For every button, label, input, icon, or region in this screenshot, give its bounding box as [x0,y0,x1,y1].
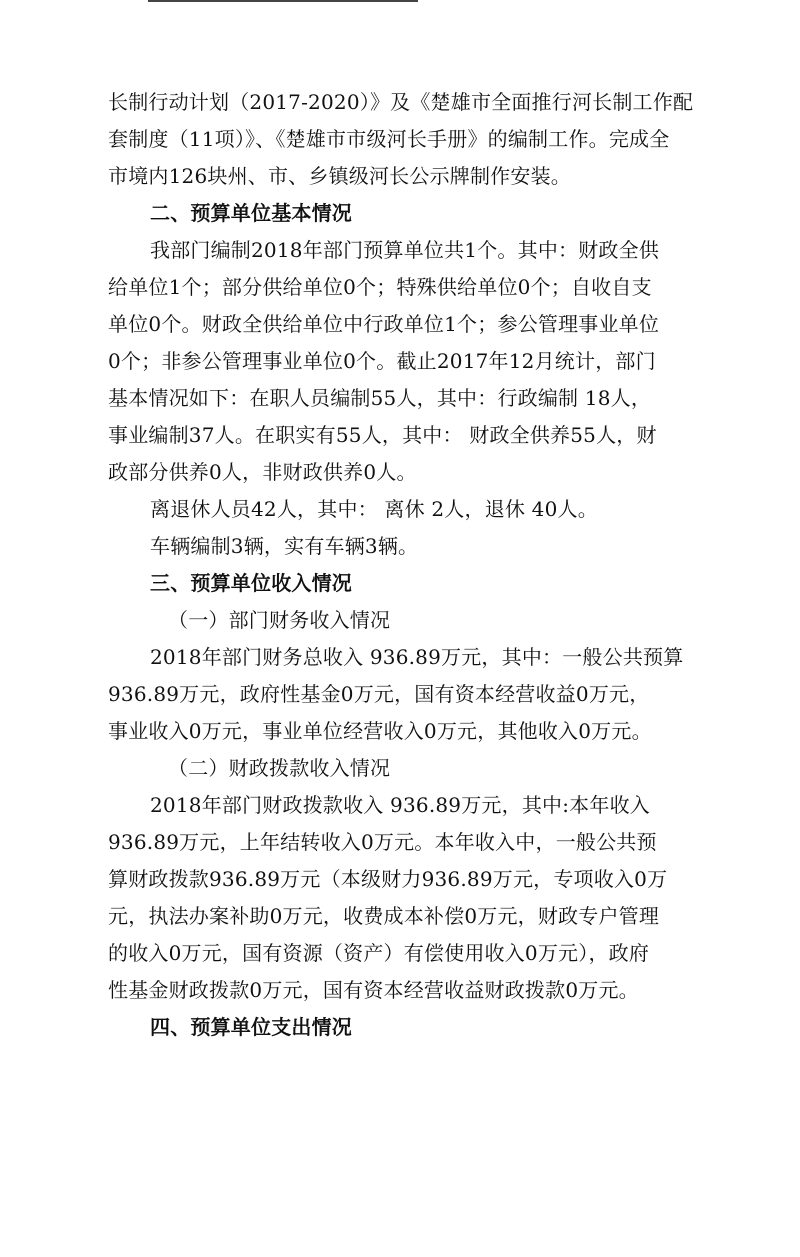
paragraph-line: 单位0个。财政全供给单位中行政单位1个；参公管理事业单位 [108,312,660,336]
paragraph-line: 元，执法办案补助0万元，收费成本补偿0万元，财政专户管理 [108,904,660,928]
paragraph-line: 0个；非参公管理事业单位0个。截止2017年12月统计，部门 [108,349,656,373]
paragraph-line: 套制度（11项）》、《楚雄市市级河长手册》的编制工作。完成全 [108,127,670,151]
paragraph-line: 936.89万元，政府性基金0万元，国有资本经营收益0万元， [108,682,650,706]
subsection-heading-1: （一）部门财务收入情况 [168,608,391,632]
paragraph-line: 事业收入0万元，事业单位经营收入0万元，其他收入0万元。 [108,719,652,743]
paragraph-line: 2018年部门财务总收入 936.89万元，其中：一般公共预算 [150,645,684,669]
paragraph-line: 936.89万元，上年结转收入0万元。本年收入中，一般公共预 [108,830,657,854]
paragraph-line: 性基金财政拨款0万元，国有资本经营收益财政拨款0万元。 [108,978,639,1002]
paragraph-line: 离退休人员42人，其中： 离休 2人，退休 40人。 [150,497,598,521]
paragraph-line: 给单位1个；部分供给单位0个；特殊供给单位0个；自收自支 [108,275,652,299]
paragraph-line: 的收入0万元，国有资源（资产）有偿使用收入0万元），政府 [108,941,650,965]
paragraph-line: 市境内126块州、市、乡镇级河长公示牌制作安装。 [108,164,571,188]
paragraph-line: 长制行动计划（2017-2020）》及《楚雄市全面推行河长制工作配 [108,90,694,114]
paragraph-line: 算财政拨款936.89万元（本级财力936.89万元，专项收入0万 [108,867,668,891]
paragraph-line: 车辆编制3辆，实有车辆3辆。 [150,534,419,558]
section-heading-4: 四、预算单位支出情况 [150,1015,352,1039]
section-heading-3: 三、预算单位收入情况 [150,571,352,595]
paragraph-line: 政部分供养0人，非财政供养0人。 [108,460,417,484]
paragraph-line: 事业编制37人。在职实有55人，其中： 财政全供养55人，财 [108,423,657,447]
subsection-heading-2: （二）财政拨款收入情况 [168,756,391,780]
paragraph-line: 我部门编制2018年部门预算单位共1个。其中：财政全供 [150,238,660,262]
section-heading-2: 二、预算单位基本情况 [150,201,352,225]
paragraph-line: 2018年部门财政拨款收入 936.89万元，其中:本年收入 [150,793,650,817]
paragraph-line: 基本情况如下：在职人员编制55人，其中：行政编制 18人， [108,386,652,410]
